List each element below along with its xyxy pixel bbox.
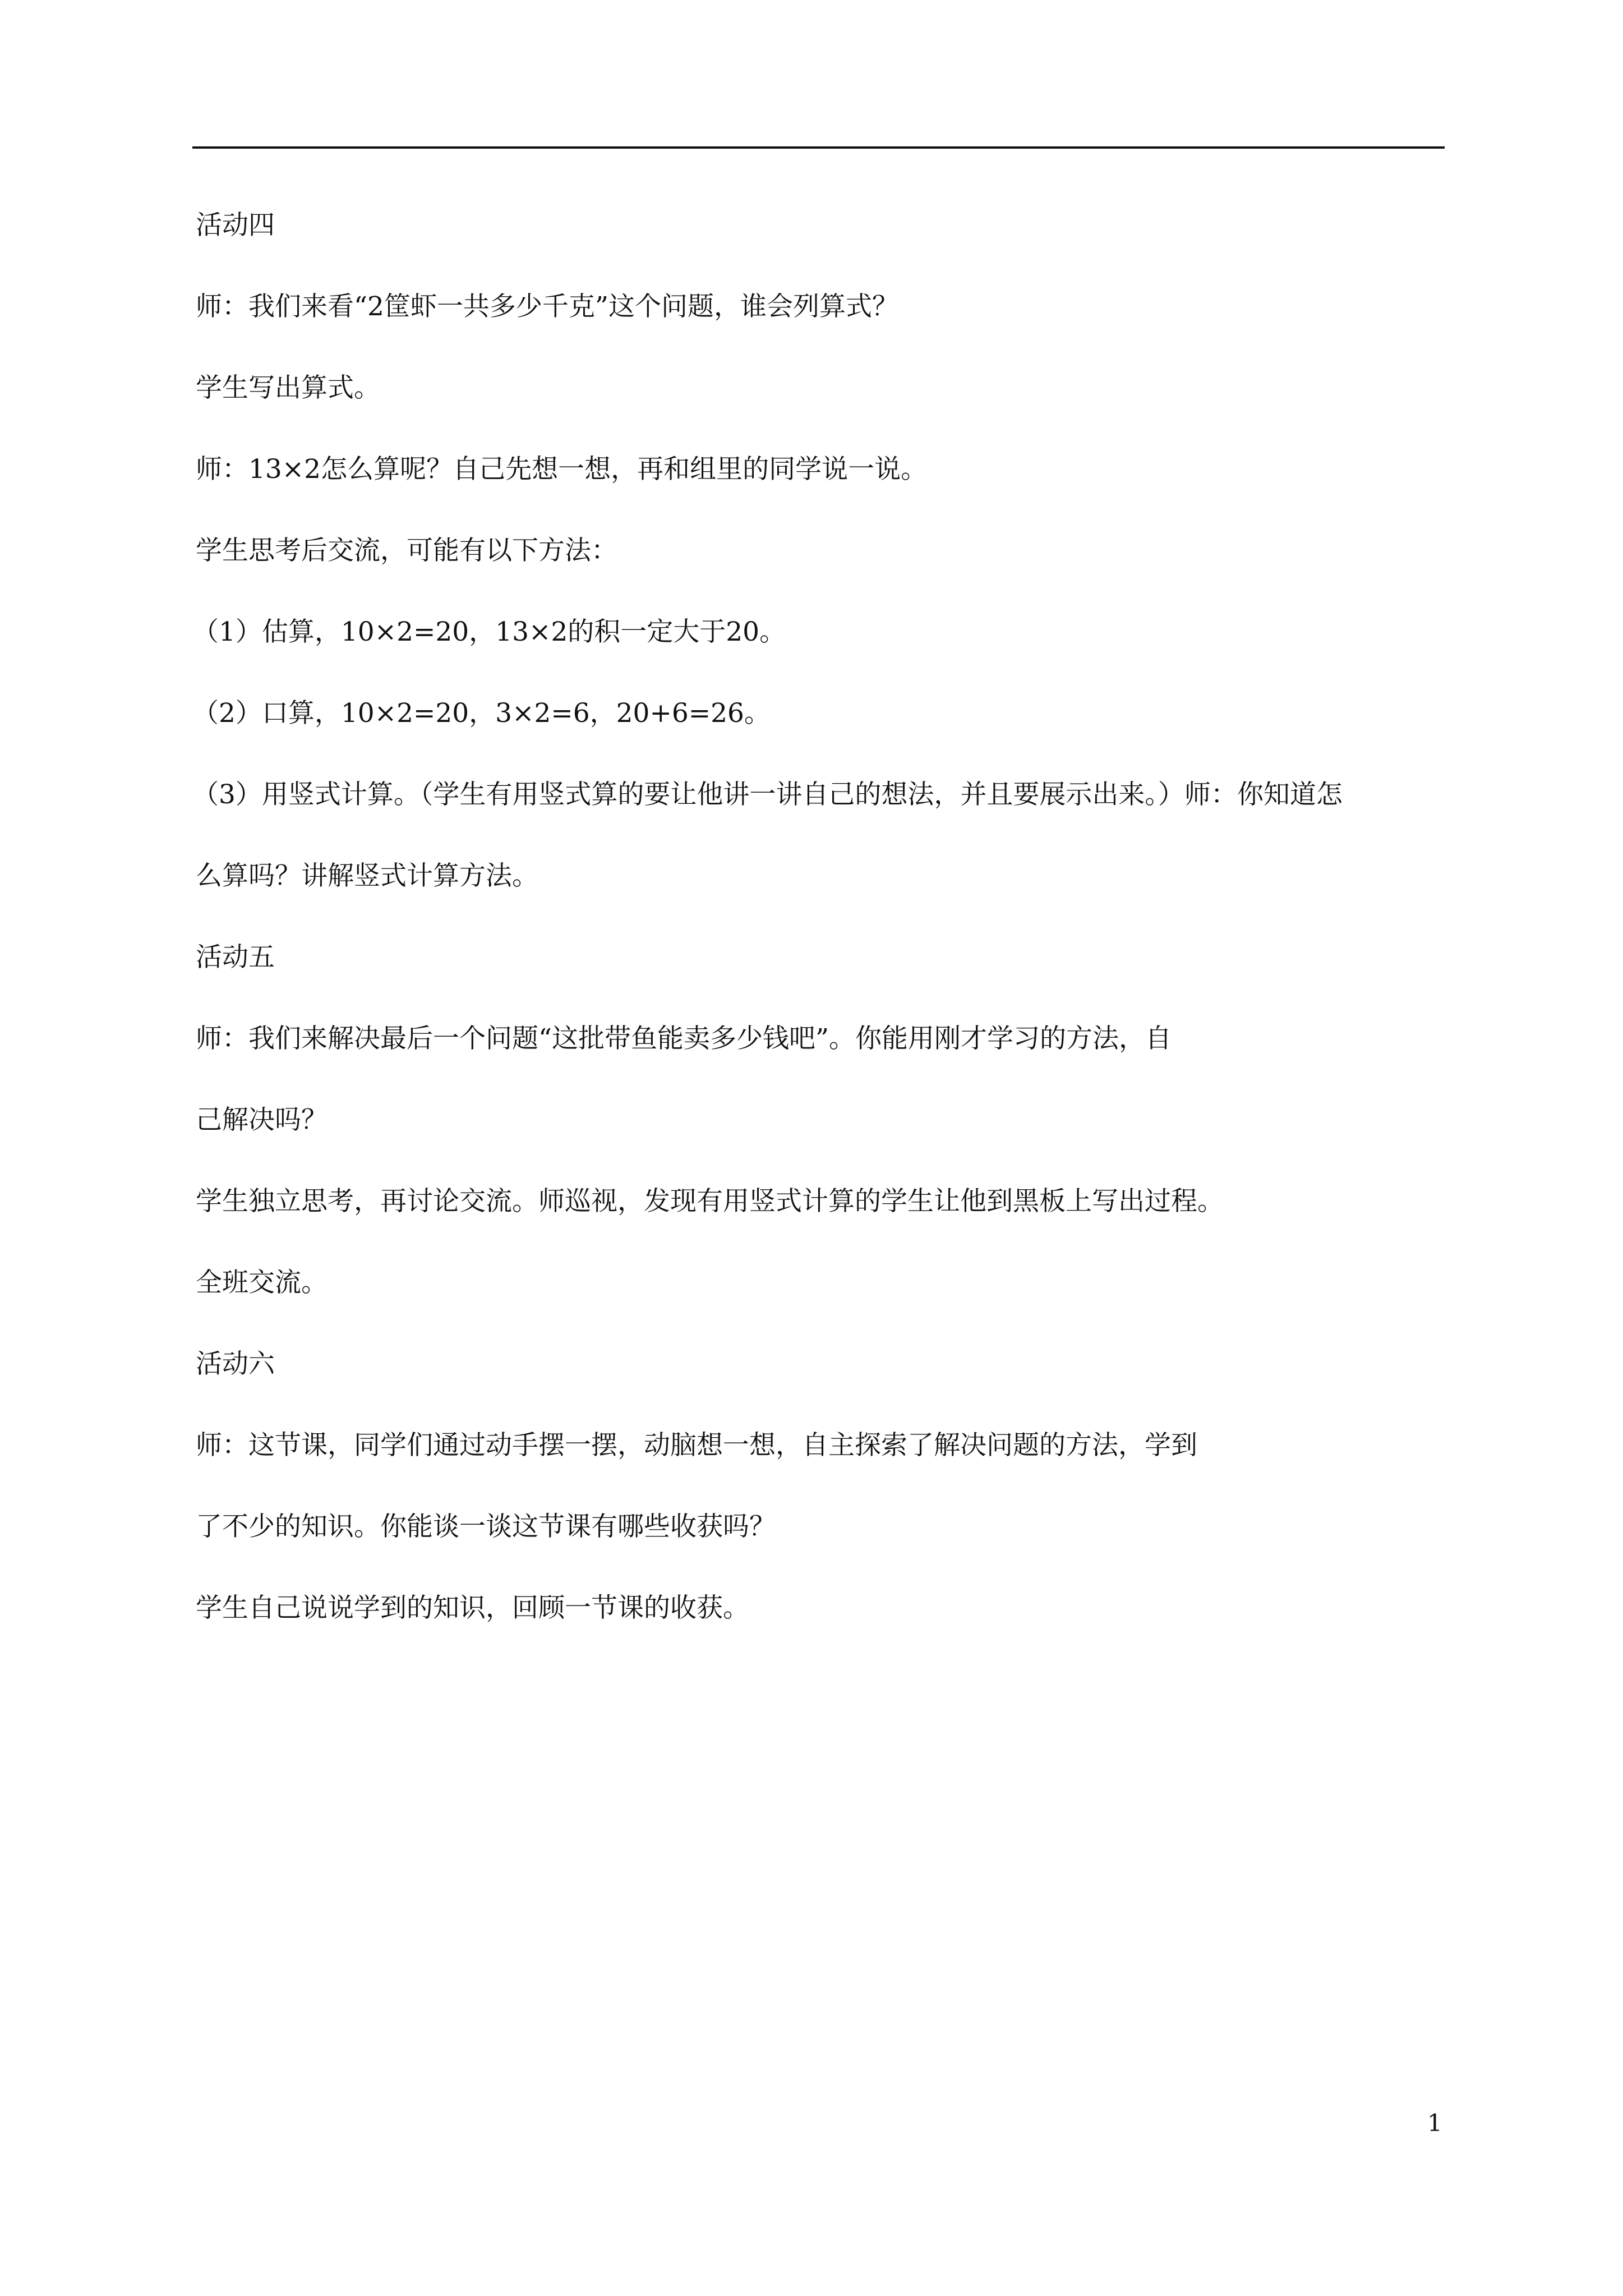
method-2-line: （2）口算，10×2=20，3×2=6，20+6=26。 — [192, 698, 771, 729]
paragraph-line: 学生写出算式。 — [196, 372, 380, 403]
document-body — [192, 209, 1445, 1625]
method-1-line: （1）估算，10×2=20，13×2的积一定大于20。 — [192, 616, 786, 647]
paragraph-line: 师：我们来解决最后一个问题“这批带鱼能卖多少钱吧”。你能用刚才学习的方法，自 — [196, 1023, 1172, 1054]
paragraph-line: 学生思考后交流，可能有以下方法： — [196, 535, 617, 566]
heading-activity-5: 活动五 — [196, 942, 275, 973]
method-3-line: （3）用竖式计算。（学生有用竖式算的要让他讲一讲自己的想法，并且要展示出来。）师：你知道怎 — [192, 779, 1343, 810]
heading-activity-4: 活动四 — [196, 210, 275, 241]
header-rule — [192, 146, 1445, 149]
paragraph-line: 师：这节课，同学们通过动手摆一摆，动脑想一想，自主探索了解决问题的方法，学到 — [196, 1430, 1197, 1461]
paragraph-line: 么算吗？讲解竖式计算方法。 — [196, 861, 538, 891]
paragraph-line: 师：13×2怎么算呢？自己先想一想，再和组里的同学说一说。 — [196, 454, 928, 485]
paragraph-line: 学生自己说说学到的知识，回顾一节课的收获。 — [196, 1593, 749, 1623]
paragraph-line: 师：我们来看“2筐虾一共多少千克”这个问题，谁会列算式？ — [196, 291, 898, 322]
paragraph-line: 己解决吗？ — [196, 1105, 328, 1135]
heading-activity-6: 活动六 — [196, 1349, 275, 1379]
paragraph-line: 全班交流。 — [196, 1267, 328, 1298]
page-number: 1 — [1427, 2109, 1442, 2137]
paragraph-line: 了不少的知识。你能谈一谈这节课有哪些收获吗？ — [196, 1511, 776, 1542]
paragraph-line: 学生独立思考，再讨论交流。师巡视，发现有用竖式计算的学生让他到黑板上写出过程。 — [196, 1186, 1224, 1217]
